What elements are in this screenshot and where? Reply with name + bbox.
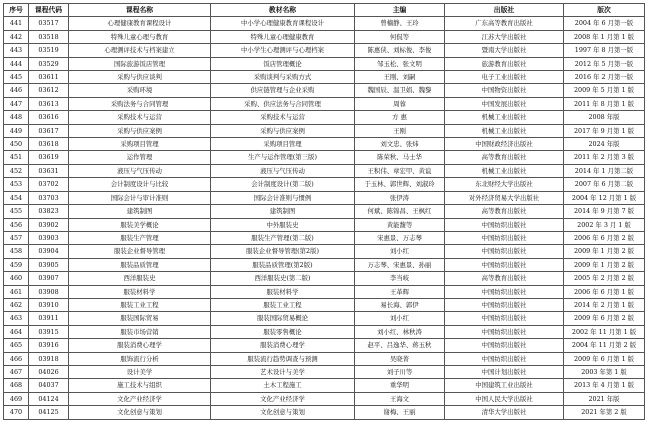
row-editor: 方 惠 xyxy=(355,111,445,124)
table-row xyxy=(4,258,645,271)
row-publisher: 中国纺织出版社 xyxy=(445,231,564,244)
row-editor: 刘子川等 xyxy=(355,365,445,378)
header-editor: 主编 xyxy=(355,4,445,17)
row-edition: 2009 年 1 月第 2 版 xyxy=(564,258,645,271)
row-edition: 2004 年 6 月第一版 xyxy=(564,17,645,30)
row-seq: 461 xyxy=(4,285,29,298)
row-seq: 455 xyxy=(4,205,29,218)
row-publisher: 机械工业出版社 xyxy=(445,124,564,137)
row-seq: 469 xyxy=(4,392,29,405)
row-course-code: 03616 xyxy=(29,111,69,124)
row-textbook-name: 中小学生心理测评与心理档案 xyxy=(211,44,355,57)
row-editor: 王刚、刘嗣 xyxy=(355,71,445,84)
table-row xyxy=(4,57,645,70)
row-course-code: 03903 xyxy=(29,231,69,244)
row-edition: 2006 年 6 月第 2 版 xyxy=(564,231,645,244)
row-textbook-name: 中小学心理健康教育课程设计 xyxy=(211,17,355,30)
row-publisher: 高等教育出版社 xyxy=(445,151,564,164)
row-publisher: 对外经济贸易大学出版社 xyxy=(445,191,564,204)
row-publisher: 中国纺织出版社 xyxy=(445,298,564,311)
row-edition: 2005 年 2 月第 2 版 xyxy=(564,272,645,285)
row-editor: 王海文 xyxy=(355,392,445,405)
row-seq: 470 xyxy=(4,406,29,419)
row-seq: 459 xyxy=(4,258,29,271)
header-edition: 版次 xyxy=(564,4,645,17)
row-publisher: 中国纺织出版社 xyxy=(445,218,564,231)
row-course-name: 采购环境 xyxy=(69,84,211,97)
row-edition: 2021 年第 2 版 xyxy=(564,406,645,419)
row-publisher: 江苏大学出版社 xyxy=(445,30,564,43)
row-course-code: 03618 xyxy=(29,138,69,151)
row-publisher: 电子工业出版社 xyxy=(445,71,564,84)
row-course-name: 采购法务与合同管理 xyxy=(69,97,211,110)
row-editor: 赵平、吕逸华、蒋玉秋 xyxy=(355,339,445,352)
row-textbook-name: 服装国际贸易概论 xyxy=(211,312,355,325)
row-textbook-name: 采购项目管理 xyxy=(211,138,355,151)
row-course-name: 会计制度设计与比较 xyxy=(69,178,211,191)
row-textbook-name: 文化产业经济学 xyxy=(211,392,355,405)
table-row xyxy=(4,379,645,392)
row-seq: 462 xyxy=(4,298,29,311)
header-seq: 序号 xyxy=(4,4,29,17)
header-textbook-name: 教材名称 xyxy=(211,4,355,17)
row-editor: 曾楠静、王玲 xyxy=(355,17,445,30)
row-editor: 周蓉 xyxy=(355,97,445,110)
row-textbook-name: 采购谈判与采购方式 xyxy=(211,71,355,84)
row-publisher: 清华大学出版社 xyxy=(445,406,564,419)
row-edition: 1997 年 8 月第一版 xyxy=(564,44,645,57)
row-edition: 2002 年 3 月 1 版 xyxy=(564,218,645,231)
row-seq: 464 xyxy=(4,325,29,338)
table-row xyxy=(4,124,645,137)
row-editor: 重华明 xyxy=(355,379,445,392)
row-textbook-name: 国际会计准则与惯例 xyxy=(211,191,355,204)
row-edition: 2013 年 4 月第 1 版 xyxy=(564,379,645,392)
row-editor: 张伊涛 xyxy=(355,191,445,204)
row-publisher: 中国建筑工业出版社 xyxy=(445,379,564,392)
row-seq: 463 xyxy=(4,312,29,325)
row-seq: 466 xyxy=(4,352,29,365)
row-publisher: 中国纺织出版社 xyxy=(445,325,564,338)
row-editor: 陈惠侠、刘标俊、李俊 xyxy=(355,44,445,57)
row-textbook-name: 特殊儿童心理健康教育 xyxy=(211,30,355,43)
table-row xyxy=(4,138,645,151)
row-seq: 467 xyxy=(4,365,29,378)
table-header-row xyxy=(4,4,645,17)
row-course-code: 03518 xyxy=(29,30,69,43)
row-course-code: 03529 xyxy=(29,57,69,70)
row-seq: 452 xyxy=(4,164,29,177)
row-seq: 451 xyxy=(4,151,29,164)
row-course-name: 服装品质管理 xyxy=(69,258,211,271)
row-edition: 2008 年版 xyxy=(564,111,645,124)
row-course-code: 03915 xyxy=(29,325,69,338)
table-row xyxy=(4,111,645,124)
row-seq: 457 xyxy=(4,231,29,244)
row-course-name: 文化创意与策划 xyxy=(69,406,211,419)
row-course-name: 液压与气压传动 xyxy=(69,164,211,177)
row-seq: 450 xyxy=(4,138,29,151)
row-course-name: 文化产业经济学 xyxy=(69,392,211,405)
row-course-name: 设计美学 xyxy=(69,365,211,378)
row-textbook-name: 服装材料学 xyxy=(211,285,355,298)
row-textbook-name: 建筑制图 xyxy=(211,205,355,218)
row-publisher: 中国纺织出版社 xyxy=(445,339,564,352)
row-seq: 465 xyxy=(4,339,29,352)
table-row xyxy=(4,272,645,285)
table-row xyxy=(4,245,645,258)
row-seq: 456 xyxy=(4,218,29,231)
row-editor: 王积伟、章宏甲、黄谊 xyxy=(355,164,445,177)
row-editor: 李当岐 xyxy=(355,272,445,285)
row-edition: 2011 年 8 月第 1 版 xyxy=(564,97,645,110)
row-course-name: 服装美学概论 xyxy=(69,218,211,231)
row-course-code: 04037 xyxy=(29,379,69,392)
row-seq: 447 xyxy=(4,97,29,110)
table-row xyxy=(4,285,645,298)
row-editor: 易长海、郭伊 xyxy=(355,298,445,311)
row-publisher: 中国财政经济出版社 xyxy=(445,138,564,151)
table-body xyxy=(4,17,645,419)
header-publisher: 出版社 xyxy=(445,4,564,17)
row-publisher: 中国物资出版社 xyxy=(445,84,564,97)
row-textbook-name: 会计制度设计(第二版) xyxy=(211,178,355,191)
row-textbook-name: 供应链管理与企业采购 xyxy=(211,84,355,97)
row-publisher: 中国纺织出版社 xyxy=(445,258,564,271)
row-editor: 宋惠景、万志琴 xyxy=(355,231,445,244)
row-edition: 2024 年版 xyxy=(564,138,645,151)
row-seq: 460 xyxy=(4,272,29,285)
row-publisher: 中国纺织出版社 xyxy=(445,352,564,365)
row-publisher: 机械工业出版社 xyxy=(445,164,564,177)
row-seq: 468 xyxy=(4,379,29,392)
row-textbook-name: 生产与运作管理(第三版) xyxy=(211,151,355,164)
row-edition: 2004 年 12 月第 1 版 xyxy=(564,191,645,204)
course-textbook-table xyxy=(3,3,645,420)
row-editor: 刘小红、林秋涛 xyxy=(355,325,445,338)
header-course-name: 课程名称 xyxy=(69,4,211,17)
row-textbook-name: 服装生产管理(第二版) xyxy=(211,231,355,244)
header-course-code: 课程代码 xyxy=(29,4,69,17)
row-course-name: 国际旅游饭店管理 xyxy=(69,57,211,70)
row-seq: 442 xyxy=(4,30,29,43)
row-publisher: 中国人民大学出版社 xyxy=(445,392,564,405)
row-seq: 445 xyxy=(4,71,29,84)
row-textbook-name: 采购技术与运营 xyxy=(211,111,355,124)
row-editor: 黄能馥等 xyxy=(355,218,445,231)
row-course-code: 03918 xyxy=(29,352,69,365)
row-course-code: 04026 xyxy=(29,365,69,378)
row-course-code: 03902 xyxy=(29,218,69,231)
table-row xyxy=(4,352,645,365)
row-course-code: 03905 xyxy=(29,258,69,271)
row-edition: 2009 年 5 月第 1 版 xyxy=(564,84,645,97)
row-textbook-name: 服装工业工程 xyxy=(211,298,355,311)
row-course-code: 03703 xyxy=(29,191,69,204)
row-edition: 2011 年 2 月第 3 版 xyxy=(564,151,645,164)
row-course-code: 03911 xyxy=(29,312,69,325)
table-row xyxy=(4,325,645,338)
table-row xyxy=(4,392,645,405)
row-course-code: 03702 xyxy=(29,178,69,191)
row-editor: 吴晓菁 xyxy=(355,352,445,365)
row-editor: 魏国辰、温卫娟、魏黎 xyxy=(355,84,445,97)
row-seq: 448 xyxy=(4,111,29,124)
row-edition: 2004 年 11 月第 2 版 xyxy=(564,339,645,352)
row-edition: 2014 年 9 月第 7 版 xyxy=(564,205,645,218)
row-edition: 2008 年 1 月第 1 版 xyxy=(564,30,645,43)
row-edition: 2009 年 6 月第 2 版 xyxy=(564,312,645,325)
row-publisher: 中国纺织出版社 xyxy=(445,312,564,325)
table-row xyxy=(4,97,645,110)
row-seq: 443 xyxy=(4,44,29,57)
row-course-name: 采购项目管理 xyxy=(69,138,211,151)
row-editor: 刘小红 xyxy=(355,312,445,325)
table-row xyxy=(4,191,645,204)
row-textbook-name: 服装流行趋势调查与预测 xyxy=(211,352,355,365)
table-row xyxy=(4,44,645,57)
row-course-code: 04124 xyxy=(29,392,69,405)
row-publisher: 高等教育出版社 xyxy=(445,205,564,218)
row-edition: 2007 年 6 月第二版 xyxy=(564,178,645,191)
row-course-name: 采购技术与运营 xyxy=(69,111,211,124)
row-publisher: 东北财经大学出版社 xyxy=(445,178,564,191)
row-course-name: 采购与供应谈判 xyxy=(69,71,211,84)
row-course-name: 服装材料学 xyxy=(69,285,211,298)
row-course-name: 特殊儿童心理与教育 xyxy=(69,30,211,43)
table-row xyxy=(4,339,645,352)
row-textbook-name: 西洋服装史(第二版) xyxy=(211,272,355,285)
table-row xyxy=(4,205,645,218)
row-publisher: 高等教育出版社 xyxy=(445,272,564,285)
row-textbook-name: 文化创意与策划 xyxy=(211,406,355,419)
table-row xyxy=(4,218,645,231)
row-textbook-name: 服装品质管理(第2版) xyxy=(211,258,355,271)
row-textbook-name: 艺术设计与美学 xyxy=(211,365,355,378)
row-course-code: 03907 xyxy=(29,272,69,285)
row-course-name: 国际会计与审计准则 xyxy=(69,191,211,204)
row-publisher: 中国发展出版社 xyxy=(445,97,564,110)
row-editor: 陈荣秋、马士华 xyxy=(355,151,445,164)
row-publisher: 中国纺织出版社 xyxy=(445,285,564,298)
table-row xyxy=(4,164,645,177)
row-course-code: 04125 xyxy=(29,406,69,419)
row-edition: 2009 年 1 月第 2 版 xyxy=(564,245,645,258)
table-row xyxy=(4,178,645,191)
table-row xyxy=(4,231,645,244)
row-seq: 453 xyxy=(4,178,29,191)
table-row xyxy=(4,71,645,84)
row-editor: 刘文忠、张炜 xyxy=(355,138,445,151)
row-publisher: 中国计划出版社 xyxy=(445,365,564,378)
row-course-code: 03823 xyxy=(29,205,69,218)
row-edition: 2006 年 6 月第 1 版 xyxy=(564,285,645,298)
row-publisher: 中国纺织出版社 xyxy=(445,245,564,258)
row-course-name: 施工技术与组织 xyxy=(69,379,211,392)
row-course-name: 服装市场营销 xyxy=(69,325,211,338)
row-course-name: 建筑制图 xyxy=(69,205,211,218)
row-edition: 2016 年 2 月第一版 xyxy=(564,71,645,84)
row-textbook-name: 饭店管理概论 xyxy=(211,57,355,70)
row-textbook-name: 液压与气压传动 xyxy=(211,164,355,177)
row-textbook-name: 土木工程施工 xyxy=(211,379,355,392)
table-row xyxy=(4,298,645,311)
row-textbook-name: 采购、供应法务与合同管理 xyxy=(211,97,355,110)
row-edition: 2021 年版 xyxy=(564,392,645,405)
table-row xyxy=(4,84,645,97)
row-course-name: 心理测评技术与档案建立 xyxy=(69,44,211,57)
row-course-name: 服装国际贸易 xyxy=(69,312,211,325)
row-textbook-name: 服装企业督导管理(第2版) xyxy=(211,245,355,258)
row-textbook-name: 服装零售概论 xyxy=(211,325,355,338)
row-course-name: 服装企业督导管理 xyxy=(69,245,211,258)
row-publisher: 机械工业出版社 xyxy=(445,111,564,124)
row-course-code: 03617 xyxy=(29,124,69,137)
row-course-code: 03613 xyxy=(29,97,69,110)
row-course-name: 服装消费心理学 xyxy=(69,339,211,352)
row-course-code: 03611 xyxy=(29,71,69,84)
row-course-code: 03631 xyxy=(29,164,69,177)
table-row xyxy=(4,365,645,378)
row-course-code: 03517 xyxy=(29,17,69,30)
row-course-code: 03904 xyxy=(29,245,69,258)
row-course-code: 03908 xyxy=(29,285,69,298)
table-row xyxy=(4,312,645,325)
row-textbook-name: 采购与供应案例 xyxy=(211,124,355,137)
table-row xyxy=(4,406,645,419)
row-course-name: 运作管理 xyxy=(69,151,211,164)
table-row xyxy=(4,151,645,164)
row-course-code: 03612 xyxy=(29,84,69,97)
table-row xyxy=(4,17,645,30)
row-course-name: 心理健康教育课程设计 xyxy=(69,17,211,30)
row-seq: 446 xyxy=(4,84,29,97)
row-course-name: 采购与供应案例 xyxy=(69,124,211,137)
row-editor: 刘小红 xyxy=(355,245,445,258)
row-editor: 王革辉 xyxy=(355,285,445,298)
row-course-code: 03619 xyxy=(29,151,69,164)
row-textbook-name: 中外服装史 xyxy=(211,218,355,231)
row-course-name: 服装生产管理 xyxy=(69,231,211,244)
row-seq: 449 xyxy=(4,124,29,137)
row-course-name: 服饰流行分析 xyxy=(69,352,211,365)
row-course-code: 03519 xyxy=(29,44,69,57)
row-course-code: 03910 xyxy=(29,298,69,311)
row-edition: 2014 年 2 月第 1 版 xyxy=(564,298,645,311)
row-editor: 王刚 xyxy=(355,124,445,137)
row-course-name: 服装工业工程 xyxy=(69,298,211,311)
row-seq: 458 xyxy=(4,245,29,258)
row-editor: 何侃等 xyxy=(355,30,445,43)
row-editor: 于玉林、郭世辉、刘淑玲 xyxy=(355,178,445,191)
row-edition: 2014 年 1 月第二版 xyxy=(564,164,645,177)
row-publisher: 暨南大学出版社 xyxy=(445,44,564,57)
row-course-name: 西洋服装史 xyxy=(69,272,211,285)
row-edition: 2017 年 9 月第 1 版 xyxy=(564,124,645,137)
row-seq: 441 xyxy=(4,17,29,30)
row-seq: 444 xyxy=(4,57,29,70)
row-edition: 2009 年 6 月第 1 版 xyxy=(564,352,645,365)
row-editor: 邹玉松、张文明 xyxy=(355,57,445,70)
table-row xyxy=(4,30,645,43)
row-course-code: 03916 xyxy=(29,339,69,352)
row-publisher: 广东高等教育出版社 xyxy=(445,17,564,30)
row-seq: 454 xyxy=(4,191,29,204)
row-edition: 2012 年 5 月第一版 xyxy=(564,57,645,70)
row-editor: 万志琴、宋惠景、孙丽 xyxy=(355,258,445,271)
row-publisher: 旅游教育出版社 xyxy=(445,57,564,70)
row-edition: 2002 年 11 月第 1 版 xyxy=(564,325,645,338)
row-editor: 何斌、陈锦昌、王枫红 xyxy=(355,205,445,218)
row-textbook-name: 服装消费心理学 xyxy=(211,339,355,352)
row-edition: 2003 年第 1 版 xyxy=(564,365,645,378)
row-editor: 谢梅、王丽 xyxy=(355,406,445,419)
